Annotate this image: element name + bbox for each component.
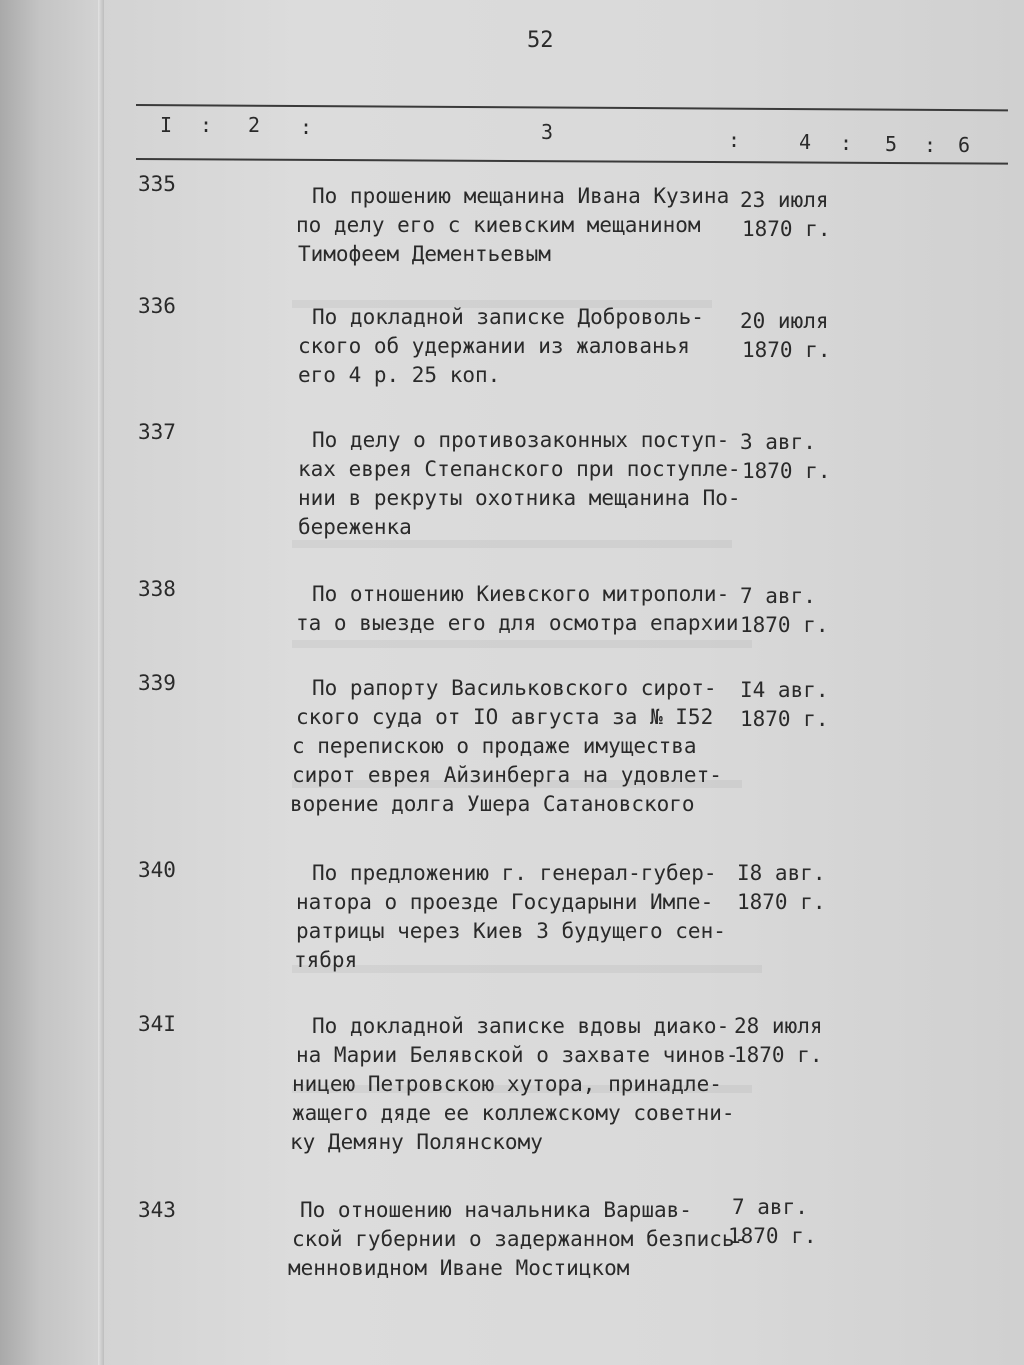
column-separator: : (840, 131, 853, 155)
entry-line: ского суда от IO августа за № I52 (296, 705, 714, 729)
entry-line: жащего дяде ее коллежскому советни- (292, 1101, 735, 1125)
entry-date-day: 20 июля (740, 309, 829, 333)
column-number-2: 2 (248, 113, 261, 137)
entry-number: 338 (138, 577, 176, 601)
entry-date (728, 1193, 817, 1251)
entry-line: сирот еврея Айзинберга на удовлет- (292, 763, 722, 787)
column-number-6: 6 (958, 133, 971, 157)
entry-date-day: 28 июля (734, 1014, 823, 1038)
entry-line: По делу о противозаконных поступ- (312, 428, 730, 452)
column-number-1: I (160, 113, 173, 137)
entry-date-year: 1870 г. (740, 613, 829, 637)
entry-line: По предложению г. генерал-губер- (312, 861, 717, 885)
book-spine (98, 0, 104, 1365)
entry-date (740, 582, 829, 640)
entry-line: ского об удержании из жалованья (298, 334, 690, 358)
entry-date-year: 1870 г. (742, 459, 831, 483)
entry-date (740, 428, 831, 486)
entry-line: по делу его с киевским мещанином (296, 213, 701, 237)
entry-description (298, 303, 704, 390)
entry-line: По рапорту Васильковского сирот- (312, 676, 717, 700)
entry-description (290, 674, 722, 819)
entry-line: По докладной записке Доброволь- (312, 305, 704, 329)
entry-description (294, 859, 726, 975)
entry-line: береженка (298, 515, 412, 539)
entry-number: 335 (138, 172, 176, 196)
entry-date (737, 859, 826, 917)
entry-date-day: I8 авг. (737, 861, 826, 885)
entry-number: 34I (138, 1012, 176, 1036)
entry-number: 339 (138, 671, 176, 695)
entry-line: ской губернии о задержанном безпись- (292, 1227, 748, 1251)
entry-line: натора о проезде Государыни Импе- (296, 890, 714, 914)
column-number-5: 5 (885, 132, 898, 156)
entry-description (288, 1196, 748, 1283)
entry-number: 343 (138, 1198, 176, 1222)
entry-description (290, 1012, 739, 1157)
entry-line: По отношению Киевского митрополи- (312, 582, 730, 606)
entry-date (740, 676, 829, 734)
entry-line: ратрицы через Киев 3 будущего сен- (296, 919, 726, 943)
entry-line: ницею Петровскою хутора, принадле- (292, 1072, 722, 1096)
entry-number: 340 (138, 858, 176, 882)
header-rule-bottom (136, 158, 1008, 165)
column-separator: : (300, 115, 313, 139)
header-rule-top (136, 104, 1008, 111)
entry-line: ворение долга Ушера Сатановского (290, 792, 695, 816)
column-separator: : (200, 113, 213, 137)
column-number-3: 3 (541, 120, 554, 144)
entry-number: 337 (138, 420, 176, 444)
column-separator: : (728, 128, 741, 152)
entry-date-year: 1870 г. (740, 707, 829, 731)
entry-line: По докладной записке вдовы диако- (312, 1014, 730, 1038)
page-number: 52 (527, 28, 554, 53)
entry-line: та о выезде его для осмотра епархии (296, 611, 739, 635)
entry-date-day: 7 авг. (740, 584, 816, 608)
entry-line: с перепискою о продаже имущества (292, 734, 697, 758)
entry-date-day: 7 авг. (732, 1195, 808, 1219)
entry-date-day: I4 авг. (740, 678, 829, 702)
entry-description (296, 580, 739, 638)
entry-line: Тимофеем Дементьевым (298, 242, 551, 266)
column-number-4: 4 (799, 130, 812, 154)
entry-line: тября (294, 948, 358, 972)
entry-date-year: 1870 г. (734, 1043, 823, 1067)
entry-line: на Марии Белявской о захвате чинов- (296, 1043, 739, 1067)
entry-date (734, 1012, 823, 1070)
entry-date-year: 1870 г. (742, 217, 831, 241)
entry-line: менновидном Иване Мостицком (288, 1256, 630, 1280)
entry-date-year: 1870 г. (737, 890, 826, 914)
entry-number: 336 (138, 294, 176, 318)
entry-description (296, 182, 730, 269)
entry-line: его 4 р. 25 коп. (298, 363, 501, 387)
entry-date (740, 307, 831, 365)
column-separator: : (924, 133, 937, 157)
entry-date-day: 3 авг. (740, 430, 816, 454)
entry-date-day: 23 июля (740, 188, 829, 212)
entry-line: По отношению начальника Варшав- (300, 1198, 692, 1222)
entry-date (740, 186, 831, 244)
entry-date-year: 1870 г. (728, 1224, 817, 1248)
entry-description (298, 426, 741, 542)
entry-line: По прошению мещанина Ивана Кузина (312, 184, 730, 208)
entry-line: ку Демяну Полянскому (290, 1130, 543, 1154)
entry-line: нии в рекруты охотника мещанина По- (298, 486, 741, 510)
entry-date-year: 1870 г. (742, 338, 831, 362)
entry-line: ках еврея Степанского при поступле- (298, 457, 741, 481)
